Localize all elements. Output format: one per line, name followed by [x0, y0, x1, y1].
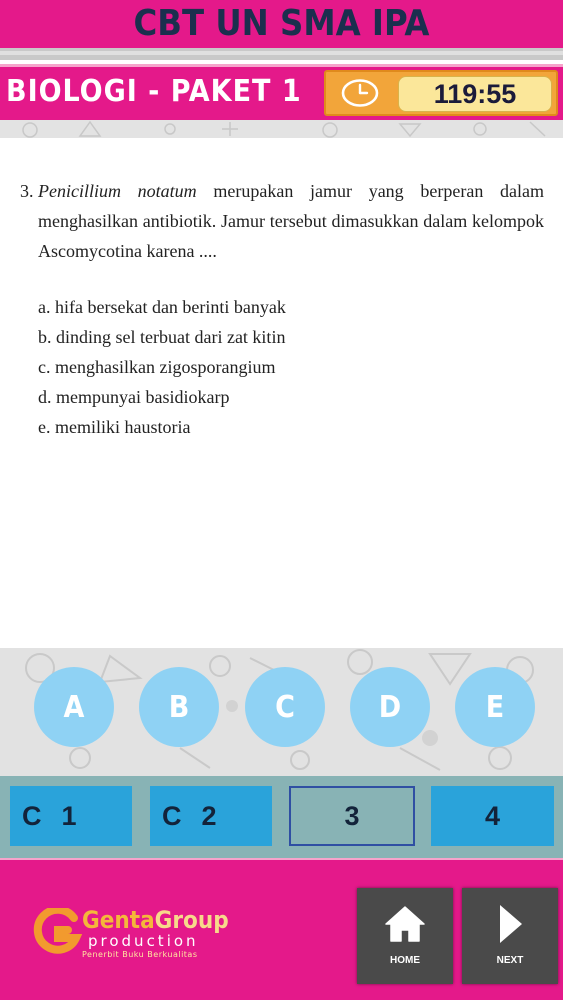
clock-icon	[340, 78, 380, 108]
answer-button-d[interactable]: D	[350, 667, 430, 747]
option-b: b. dinding sel terbuat dari zat kitin	[38, 327, 286, 347]
question-nav-4[interactable]	[431, 786, 554, 846]
question-number: 3.	[20, 181, 34, 201]
question-nav-3[interactable]	[289, 786, 415, 846]
answer-button-b[interactable]: B	[139, 667, 219, 747]
play-arrow-icon	[496, 902, 526, 946]
question-nav-1[interactable]	[10, 786, 132, 846]
home-icon	[383, 904, 427, 944]
header-divider-inner	[0, 51, 563, 55]
question-nav-number: 3	[344, 800, 360, 831]
logo-name-genta: Genta	[82, 906, 155, 934]
question-nav-answer: C	[22, 800, 42, 831]
answer-button-c[interactable]: C	[245, 667, 325, 747]
question-body: merupakan jamur yang berperan dalam menghasilkan antibiotik. Jamur tersebut dimasukkan dalam kelompok Ascomycotina karena ....	[38, 181, 544, 261]
subject-title: BIOLOGI - PAKET 1	[6, 74, 302, 109]
science-pattern-icon	[0, 120, 563, 138]
question-nav-answer: C	[162, 800, 182, 831]
home-label: HOME	[390, 955, 420, 966]
option-d: d. mempunyai basidiokarp	[38, 387, 230, 407]
option-c: c. menghasilkan zigosporangium	[38, 357, 276, 377]
logo-tagline: Penerbit Buku Berkualitas	[82, 950, 198, 959]
app-title: CBT UN SMA IPA	[133, 3, 430, 44]
next-label: NEXT	[496, 955, 524, 966]
question-species-name: Penicillium notatum	[38, 181, 197, 201]
answer-button-a[interactable]: A	[34, 667, 114, 747]
question-text	[38, 176, 544, 266]
decorative-pattern-top	[0, 120, 563, 138]
timer-value: 119:55	[433, 79, 517, 109]
question-nav-2[interactable]	[150, 786, 272, 846]
answer-button-e[interactable]: E	[455, 667, 535, 747]
logo-subtitle: production	[88, 932, 199, 950]
next-button[interactable]	[462, 888, 558, 984]
logo-name	[82, 906, 229, 934]
question-nav-number: 1	[61, 800, 77, 831]
home-button[interactable]	[357, 888, 453, 984]
logo-name-group: Group	[154, 906, 229, 934]
question-nav-number: 2	[201, 800, 217, 831]
option-list	[38, 292, 538, 442]
option-e: e. memiliki haustoria	[38, 417, 191, 437]
genta-logo-icon	[32, 908, 82, 954]
question-nav-number: 4	[484, 800, 501, 831]
footer-divider	[0, 858, 563, 868]
option-a: a. hifa bersekat dan berinti banyak	[38, 297, 286, 317]
